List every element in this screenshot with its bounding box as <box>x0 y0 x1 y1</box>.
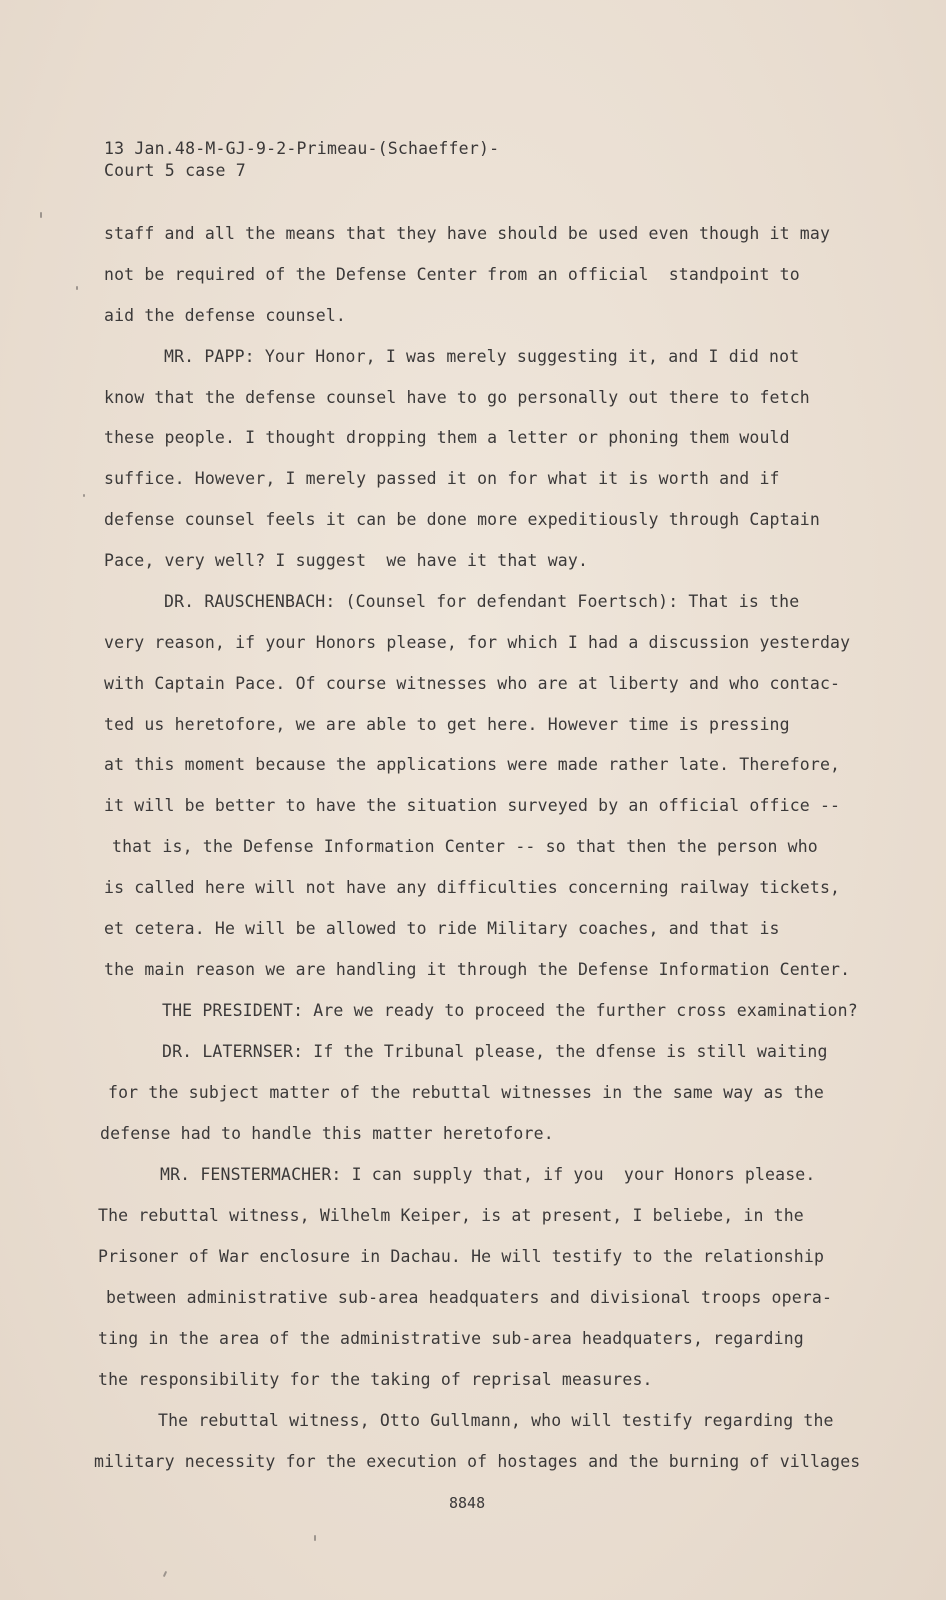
text-line: The rebuttal witness, Otto Gullmann, who will testify regarding the <box>158 1411 834 1430</box>
text-line: THE PRESIDENT: Are we ready to proceed the further cross examination? <box>162 1001 858 1020</box>
text-line: staff and all the means that they have should be used even though it may <box>104 224 831 243</box>
paper-speck <box>83 494 85 497</box>
text-line: ted us heretofore, we are able to get here. However time is pressing <box>104 715 790 734</box>
text-line: that is, the Defense Information Center -- so that then the person who <box>112 837 818 856</box>
text-line: defense counsel feels it can be done more expeditiously through Captain <box>104 510 820 529</box>
text-line: these people. I thought dropping them a letter or phoning them would <box>104 428 790 447</box>
text-line: suffice. However, I merely passed it on for what it is worth and if <box>104 469 780 488</box>
text-line: The rebuttal witness, Wilhelm Keiper, is at present, I beliebe, in the <box>98 1206 804 1225</box>
paper-speck <box>314 1535 316 1541</box>
paper-speck <box>76 286 78 290</box>
text-line: defense had to handle this matter heretofore. <box>100 1124 554 1143</box>
text-line: not be required of the Defense Center from an official standpoint to <box>104 265 800 284</box>
text-line: aid the defense counsel. <box>104 306 347 325</box>
text-line: military necessity for the execution of hostages and the burning of villages <box>94 1452 861 1471</box>
text-line: MR. PAPP: Your Honor, I was merely suggesting it, and I did not <box>164 347 800 366</box>
header-line-2: Court 5 case 7 <box>104 161 246 180</box>
text-line: DR. LATERNSER: If the Tribunal please, the dfense is still waiting <box>162 1042 828 1061</box>
text-line: with Captain Pace. Of course witnesses who are at liberty and who contac- <box>104 674 841 693</box>
page-number: 8848 <box>449 1494 486 1512</box>
text-line: know that the defense counsel have to go personally out there to fetch <box>104 388 810 407</box>
header-line-1: 13 Jan.48-M-GJ-9-2-Primeau-(Schaeffer)- <box>104 139 500 158</box>
text-line: for the subject matter of the rebuttal witnesses in the same way as the <box>108 1083 824 1102</box>
text-line: et cetera. He will be allowed to ride Military coaches, and that is <box>104 919 780 938</box>
text-line: DR. RAUSCHENBACH: (Counsel for defendant Foertsch): That is the <box>164 592 800 611</box>
text-line: very reason, if your Honors please, for which I had a discussion yesterday <box>104 633 851 652</box>
text-line: it will be better to have the situation surveyed by an official office -- <box>104 796 841 815</box>
text-line: at this moment because the applications were made rather late. Therefore, <box>104 755 841 774</box>
text-line: MR. FENSTERMACHER: I can supply that, if you your Honors please. <box>160 1165 816 1184</box>
paper-speck <box>40 212 42 218</box>
text-line: Pace, very well? I suggest we have it that way. <box>104 551 589 570</box>
text-line: ting in the area of the administrative sub-area headquaters, regarding <box>98 1329 804 1348</box>
text-line: the main reason we are handling it through the Defense Information Center. <box>104 960 851 979</box>
text-line: is called here will not have any difficulties concerning railway tickets, <box>104 878 841 897</box>
text-line: Prisoner of War enclosure in Dachau. He will testify to the relationship <box>98 1247 825 1266</box>
text-line: the responsibility for the taking of reprisal measures. <box>98 1370 653 1389</box>
text-line: between administrative sub-area headquaters and divisional troops opera- <box>106 1288 833 1307</box>
